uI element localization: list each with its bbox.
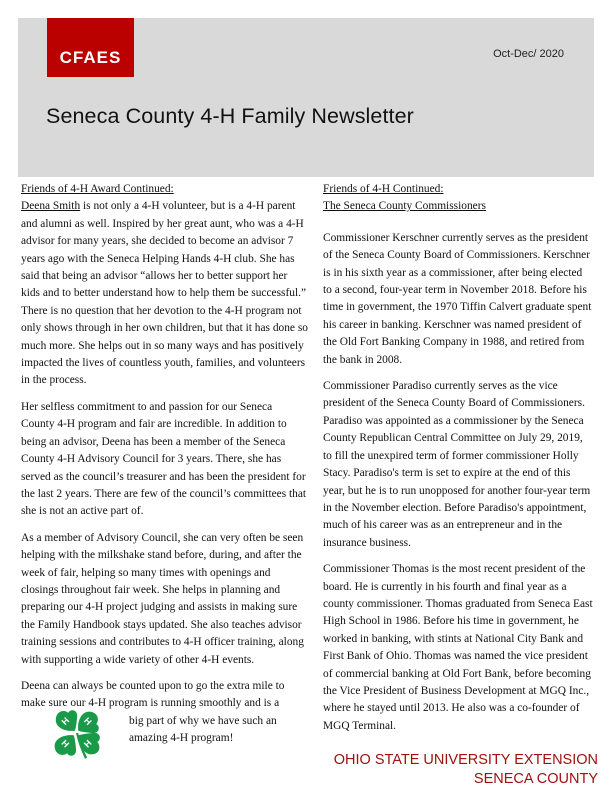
award-article-para-2: Her selfless commitment to and passion for our Seneca County 4-H program and fair are incredible. In addition to being an advisor, Deena has been a member of the Seneca County 4-H Advisory Council for 3 years. There, she has served as the council’s treasurer and has been the president for the last 2 years. There are few of the council’s committees that she is not an active part of. <box>21 400 307 518</box>
right-column <box>323 181 593 744</box>
footer-line-2: SENECA COUNTY <box>473 771 598 787</box>
left-column <box>21 181 308 748</box>
para-text: big part of why we have such an <box>129 714 277 727</box>
footer-org-name <box>334 751 598 789</box>
award-article-para-3: As a member of Advisory Council, she can very often be seen helping with the milkshake stand before, during, and after the week of fair, helping so many times with openings and closings throughout fair week. She helps in planning and preparing our 4-H project judging and assists in making sure the Family Handbook stays updated. She also teaches advisor training sessions and contributes to 4-H officer training, along with supporting a wide variety of other 4-H events. <box>21 531 304 666</box>
award-article-para-4 <box>21 678 308 748</box>
para-text: is not only a 4-H volunteer, but is a 4-H parent and alumni as well. Inspired by her great aunt, who was a 4-H advisor for many years, she decided to become an advisor 7 years ago with the Seneca Helping Hands 4-H club. She has said that being an advisor “allows her to better support her kids and to better understand how to help them be successful.” There is no question that her devotion to the 4-H program not only shows through in her own children, but that it has done so much more. She helps out in so many ways and has positively impacted the lives of countless youth, families, and volunteers in the process. <box>21 200 308 387</box>
cfaes-logo <box>47 18 134 77</box>
svg-text:H: H <box>81 715 94 728</box>
logo-text: CFAES <box>59 47 122 67</box>
svg-text:H: H <box>59 715 72 728</box>
newsletter-title: Seneca County 4-H Family Newsletter <box>46 104 414 128</box>
commissioner-kerschner-para: Commissioner Kerschner currently serves as the president of the Seneca County Board of Commissioners. Kerschner is in his sixth year as a commissioner, after being elected to a second, four-year term in November 2018. Before his time in government, the 1970 Tiffin Calvert graduate spent his career in banking. Kerschner was named president of the Old Fort Banking Company in 1988, and retired from the bank in 2008. <box>323 231 592 366</box>
footer-line-1: OHIO STATE UNIVERSITY EXTENSION <box>333 752 598 768</box>
award-article-para-1 <box>21 181 308 390</box>
svg-text:H: H <box>59 737 72 750</box>
commissioner-thomas-para: Commissioner Thomas is the most recent president of the board. He is currently in his fourth and final year as a county commissioner. Thomas graduated from Seneca East High School in 1986. Before his time in government, he worked in banking, with stints at National City Bank and First Bank of Ohio. Thomas was named the vice president of commercial banking at Old Fort Bank, before becoming the Vice President of Business Development at MGQ Inc., where he stayed until 2013. He also was a co-founder of MGQ Terminal. <box>323 563 593 732</box>
commissioners-heading <box>323 181 593 216</box>
section-subheading: The Seneca County Commissioners <box>323 200 486 213</box>
section-heading: Friends of 4-H Award Continued: <box>21 183 174 195</box>
svg-text:H: H <box>81 737 94 750</box>
section-heading: Friends of 4-H Continued: <box>323 183 444 195</box>
honoree-name: Deena Smith <box>21 200 81 213</box>
para-text: Deena can always be counted upon to go the extra mile to make sure our 4-H program is running smoothly and is a <box>21 679 285 710</box>
issue-date: Oct-Dec/ 2020 <box>493 48 564 60</box>
para-text: amazing 4-H program! <box>129 732 234 745</box>
commissioner-paradiso-para: Commissioner Paradiso currently serves as the vice president of the Seneca County Board of Commissioners. Paradiso was appointed as a commissioner by the Seneca County Republican Central Committee on July 29, 2019, to fill the unexpired term of former commissioner Holly Stacy. Paradiso's term is set to expire at the end of this year, but he is to run unopposed for another four-year term in the November election. Before Paradiso's appointment, much of his career was as an entrepreneur and in the insurance business. <box>323 380 591 549</box>
4h-clover-icon <box>48 705 104 761</box>
